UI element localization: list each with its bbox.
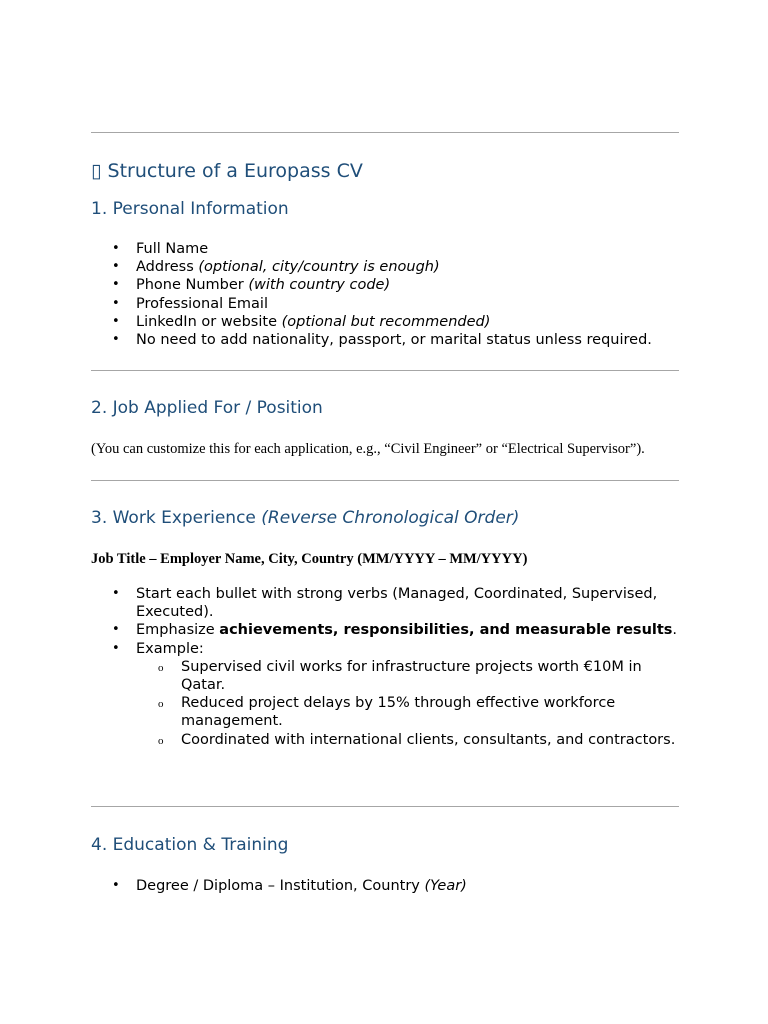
sublist-item: o Supervised civil works for infrastructure projects worth €10M in Qatar. bbox=[136, 658, 679, 694]
list-item: • LinkedIn or website (optional but recommended) bbox=[91, 313, 679, 331]
sublist-item: o Reduced project delays by 15% through effective workforce management. bbox=[136, 694, 679, 730]
personal-information-list bbox=[91, 240, 679, 349]
horizontal-rule bbox=[91, 806, 679, 807]
document-title-text: Structure of a Europass CV bbox=[107, 160, 363, 182]
list-item: • Professional Email bbox=[91, 295, 679, 313]
section-heading-job-applied-for: 2. Job Applied For / Position bbox=[91, 398, 323, 418]
sublist-item: o Coordinated with international clients, consultants, and contractors. bbox=[136, 731, 679, 749]
list-item: • Address (optional, city/country is enough) bbox=[91, 258, 679, 276]
work-experience-list bbox=[91, 585, 679, 749]
list-item: • Phone Number (with country code) bbox=[91, 276, 679, 294]
list-item: • Start each bullet with strong verbs (Managed, Coordinated, Supervised, Executed). bbox=[91, 585, 679, 621]
missing-glyph-icon: ▯ bbox=[91, 160, 102, 182]
list-item: • Full Name bbox=[91, 240, 679, 258]
list-item: • Degree / Diploma – Institution, Country (Year) bbox=[91, 877, 679, 895]
document-title bbox=[91, 160, 363, 182]
job-title-line: Job Title – Employer Name, City, Country (MM/YYYY – MM/YYYY) bbox=[91, 551, 528, 567]
list-item: • Emphasize achievements, responsibilities, and measurable results. bbox=[91, 621, 679, 639]
horizontal-rule bbox=[91, 132, 679, 133]
list-item: • No need to add nationality, passport, or marital status unless required. bbox=[91, 331, 679, 349]
horizontal-rule bbox=[91, 480, 679, 481]
horizontal-rule bbox=[91, 370, 679, 371]
education-list bbox=[91, 877, 679, 895]
section-heading-personal-information: 1. Personal Information bbox=[91, 199, 289, 219]
example-sublist bbox=[136, 658, 679, 749]
job-applied-note: (You can customize this for each application, e.g., “Civil Engineer” or “Electrical Supervisor”). bbox=[91, 441, 645, 457]
list-item: • Example: o Supervised civil works for infrastructure projects worth €10M in Qatar. o Reduced project delays by 15% through effective workforce management. o Coordinated with international clients, consultants, and contractors. bbox=[91, 640, 679, 749]
section-heading-work-experience: 3. Work Experience (Reverse Chronological Order) bbox=[91, 508, 520, 528]
section-heading-education-training: 4. Education & Training bbox=[91, 835, 289, 855]
